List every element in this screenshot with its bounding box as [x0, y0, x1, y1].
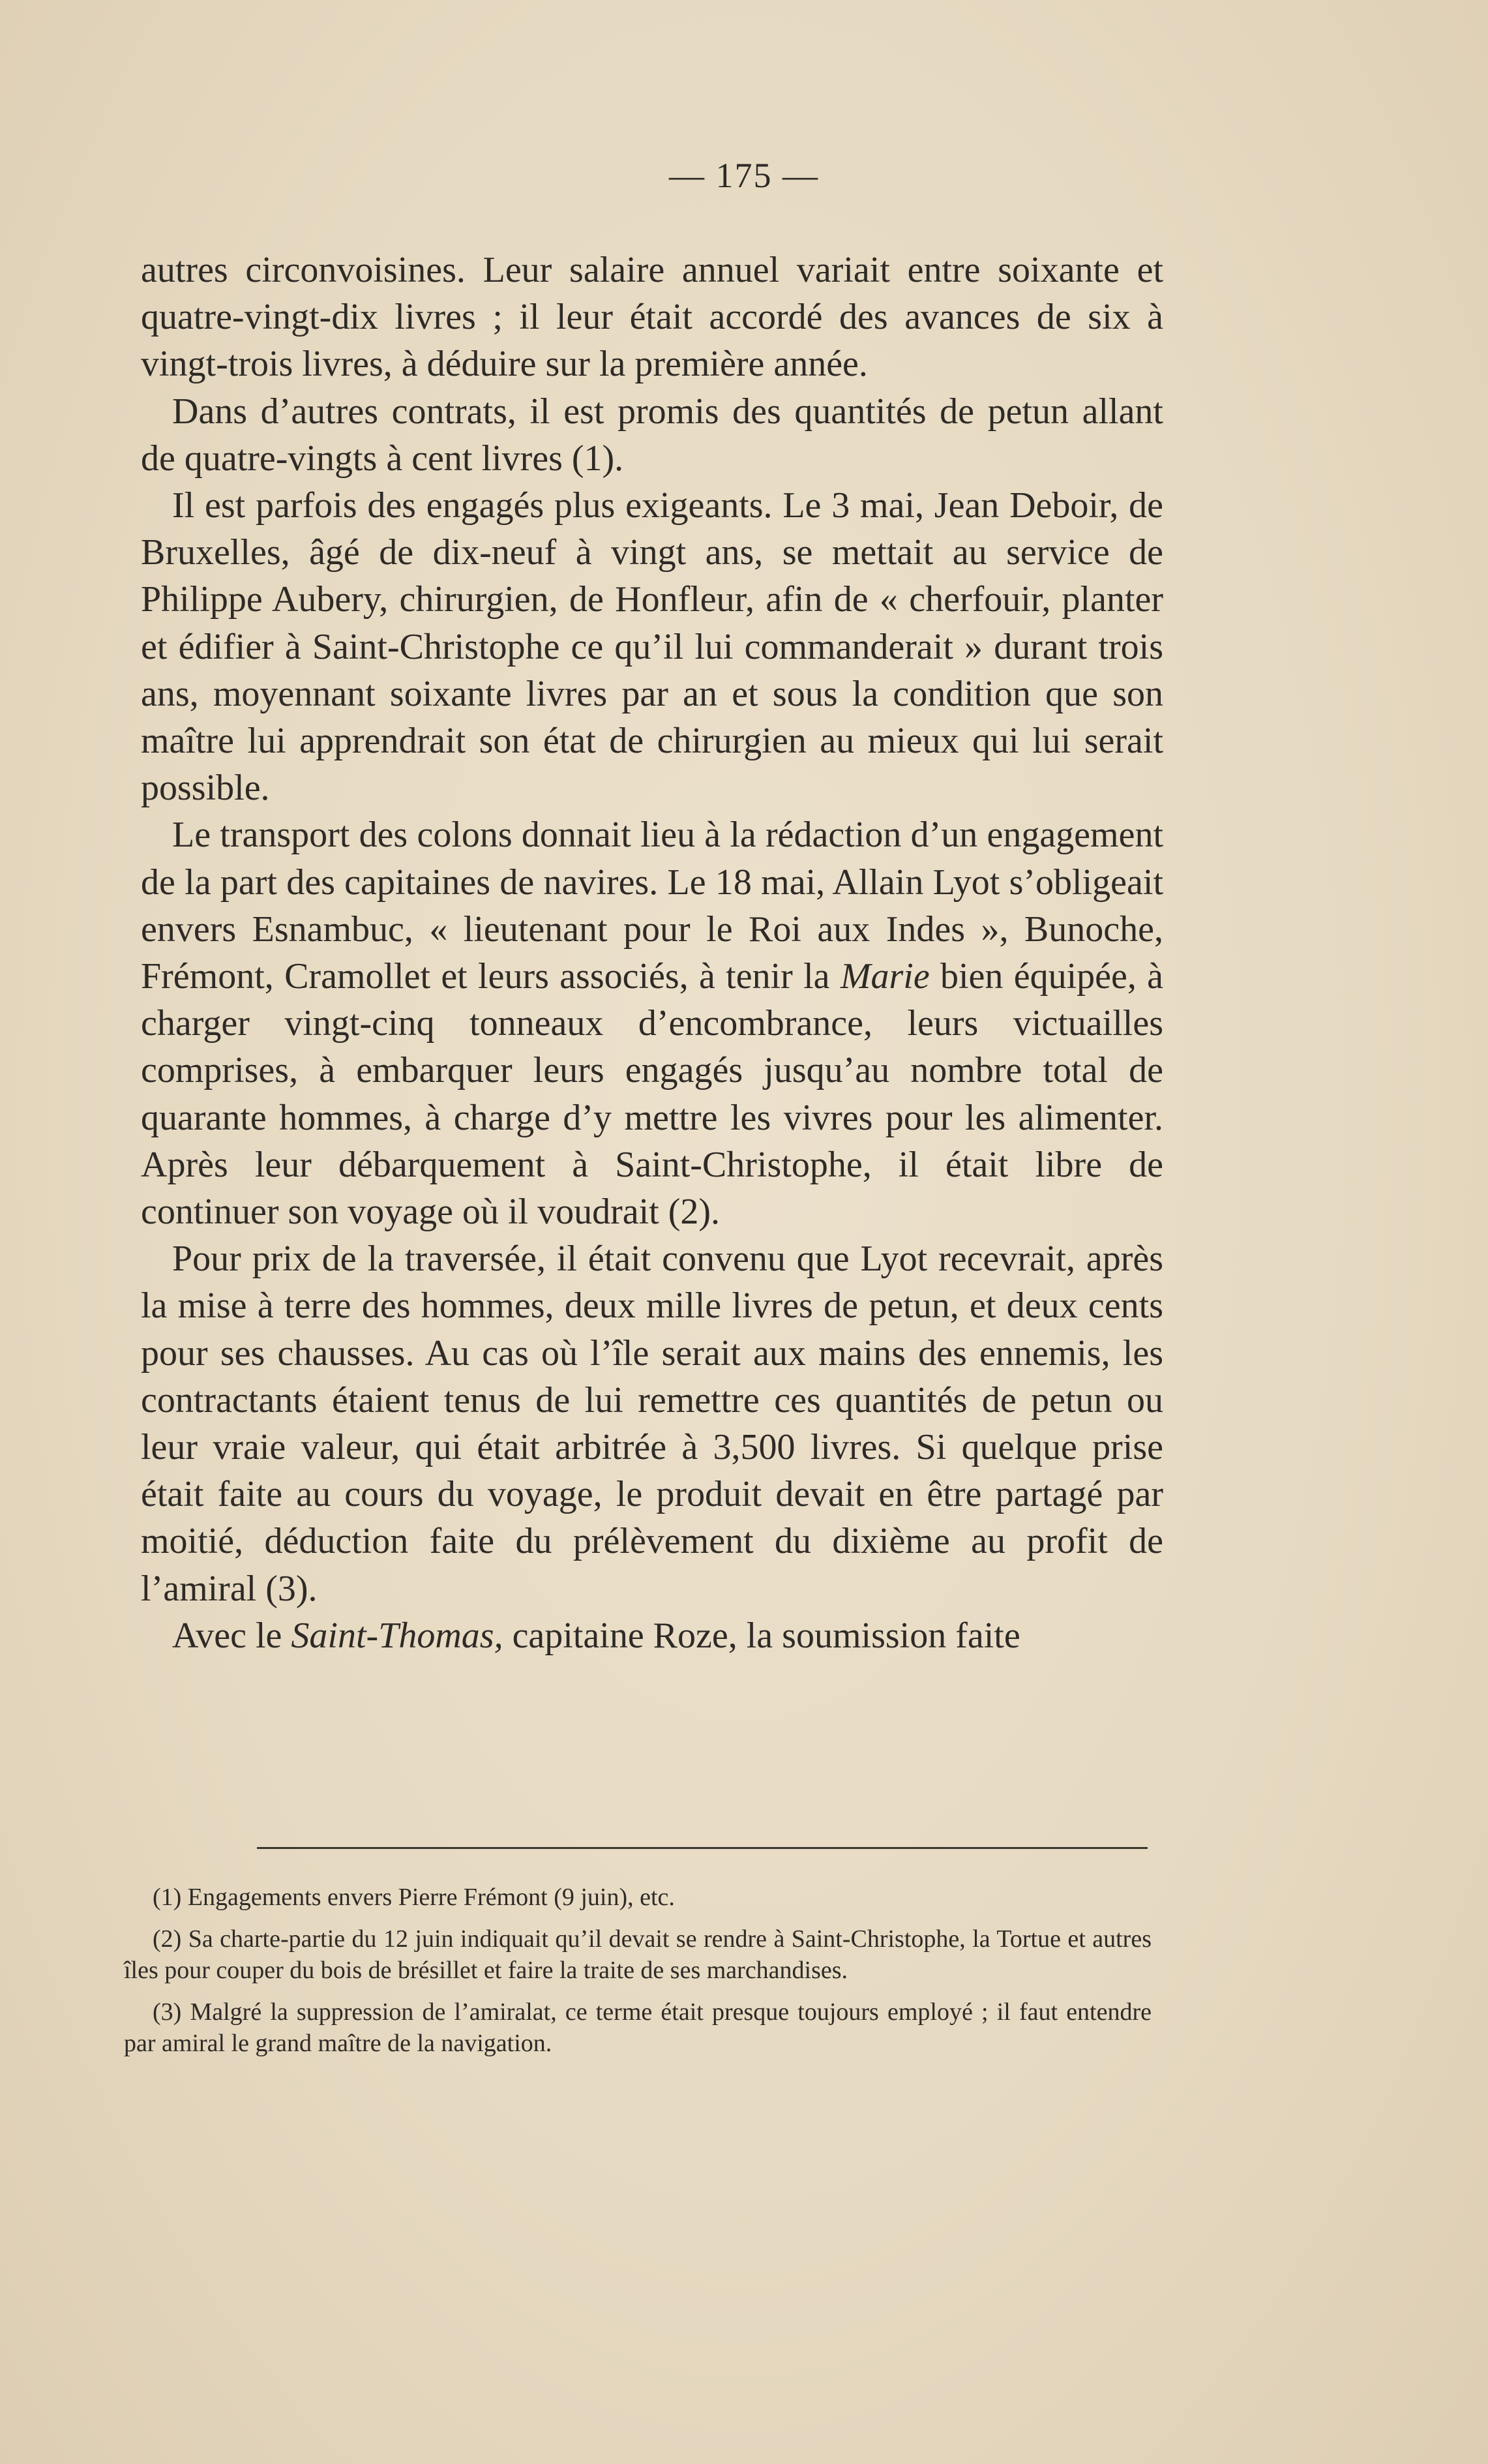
footnote-2: (2) Sa charte-partie du 12 juin indiquait qu’il devait se rendre à Saint-Christophe, la Tortue et autres îles pour couper du bois de brésillet et faire la traite de ses marchandises. — [124, 1925, 1152, 1984]
paragraph-5: Pour prix de la traversée, il était convenu que Lyot recevrait, après la mise à terre des hommes, deux mille livres de petun, et deux cents pour ses chausses. Au cas où l’île serait aux mains des ennemis, les contractants étaient tenus de lui remettre ces quantités de petun ou leur vraie valeur, qui était arbitrée à 3,500 livres. Si quelque prise était faite au cours du voyage, le produit devait en être partagé par moitié, déduction faite du prélèvement du dixième au profit de l’amiral (3). — [141, 1239, 1163, 1609]
paragraph-1: autres circonvoisines. Leur salaire annuel variait entre soixante et quatre-vingt-dix livres ; il leur était accordé des avances de six à vingt-trois livres, à déduire sur la première année. — [141, 250, 1163, 385]
footnote-1: (1) Engagements envers Pierre Frémont (9 juin), etc. — [153, 1884, 675, 1911]
footnotes — [124, 1882, 1152, 2069]
ship-name-saint-thomas: Saint-Thomas, — [291, 1615, 503, 1656]
footnote-divider — [257, 1847, 1148, 1849]
paragraph-6-start: Avec le — [172, 1615, 291, 1656]
footnote-3: (3) Malgré la suppression de l’amiralat, ce terme était presque toujours employé ; il faut entendre par amiral le grand maître de la navigation. — [124, 1998, 1152, 2057]
paragraph-3: Il est parfois des engagés plus exigeants. Le 3 mai, Jean Deboir, de Bruxelles, âgé de dix-neuf à vingt ans, se mettait au service de Philippe Aubery, chirurgien, de Honfleur, afin de « cherfouir, planter et édifier à Saint-Christophe ce qu’il lui commanderait » durant trois ans, moyennant soixante livres par an et sous la condition que son maître lui apprendrait son état de chirurgien au mieux qui lui serait possible. — [141, 485, 1163, 809]
paragraph-6 — [141, 1612, 1163, 1659]
main-text — [141, 247, 1163, 1659]
paragraph-4 — [141, 811, 1163, 1235]
paragraph-4-end: bien équipée, à charger vingt-cinq tonneaux d’encombrance, leurs victuailles comprises, à embarquer leurs engagés jusqu’au nombre total de quarante hommes, à charge d’y mettre les vivres pour les alimenter. Après leur débarquement à Saint-Christophe, il était libre de continuer son voyage où il voudrait (2). — [141, 956, 1163, 1233]
paragraph-2: Dans d’autres contrats, il est promis des quantités de petun allant de quatre-vingts à cent livres (1). — [141, 391, 1163, 479]
page-number: — 175 — — [669, 156, 819, 195]
paragraph-6-end: capitaine Roze, la soumission faite — [512, 1615, 1020, 1656]
paragraph-4-start: Le transport des colons donnait lieu à la rédaction d’un engagement de la part des capitaines de navires. Le 18 mai, Allain Lyot s’obligeait envers Esnambuc, « lieutenant pour le Roi aux Indes », Bunoche, Frémont, Cramollet et leurs associés, à tenir la — [141, 815, 1163, 997]
ship-name-marie: Marie — [840, 956, 930, 997]
